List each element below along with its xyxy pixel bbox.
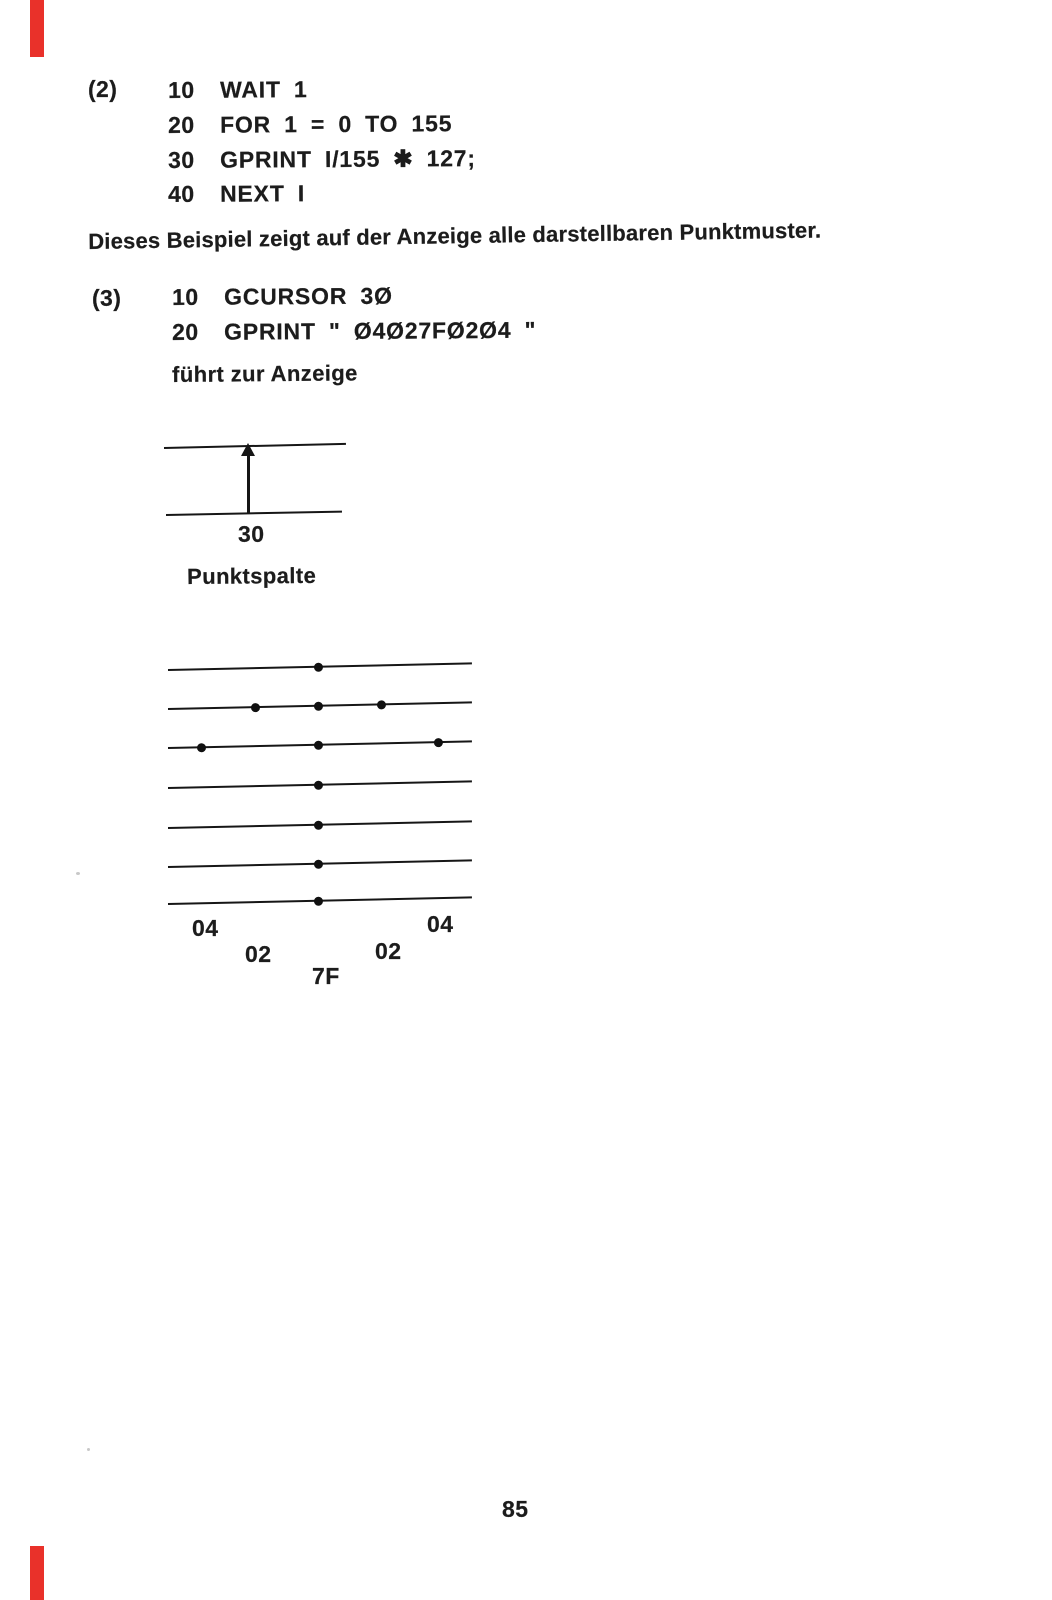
line-number: 20: [172, 318, 199, 345]
lcd-dot: [377, 700, 386, 709]
lcd-dot: [314, 663, 323, 672]
hex-label-col0: 04: [192, 915, 219, 941]
dot-row: [168, 780, 472, 789]
code-line: [168, 180, 305, 208]
line-number: 40: [168, 180, 195, 207]
line-code: FOR 1 = 0 TO 155: [219, 110, 453, 138]
example-2-label: (2): [88, 76, 118, 102]
line-number: 20: [168, 111, 195, 138]
line-number: 10: [168, 76, 195, 103]
up-arrow-icon: [241, 443, 255, 456]
lcd-dot: [314, 860, 323, 869]
line-code: NEXT I: [219, 180, 306, 207]
cursor-position-value: 30: [238, 521, 265, 547]
dot-pattern-diagram: [168, 655, 478, 989]
dot-row: [168, 820, 472, 829]
line-code: WAIT 1: [219, 76, 308, 103]
scan-speck: [87, 1448, 90, 1451]
dot-row: [168, 896, 472, 905]
red-margin-mark-bottom: [30, 1546, 44, 1600]
display-bottom-line: [166, 511, 342, 516]
hex-label-col2: 7F: [312, 963, 340, 989]
code-line: [168, 110, 452, 139]
line-code: GPRINT " Ø4Ø27FØ2Ø4 ": [223, 316, 537, 345]
hex-label-col4: 04: [427, 911, 454, 937]
line-number: 10: [172, 283, 199, 310]
lcd-dot: [314, 781, 323, 790]
lcd-dot: [434, 738, 443, 747]
lcd-dot: [314, 897, 323, 906]
code-line: [168, 76, 308, 104]
dot-row: [168, 740, 472, 749]
cursor-position-diagram: [160, 440, 360, 550]
result-caption: führt zur Anzeige: [172, 360, 358, 387]
line-code: GCURSOR 3Ø: [223, 282, 393, 310]
code-line: [172, 317, 536, 346]
dot-row: [168, 701, 472, 710]
dot-row: [168, 859, 472, 868]
dot-row: [168, 662, 472, 671]
hex-label-col1: 02: [245, 941, 272, 967]
lcd-dot: [251, 703, 260, 712]
dot-column-caption: Punktspalte: [187, 562, 317, 589]
explanation-text: Dieses Beispiel zeigt auf der Anzeige alle darstellbaren Punktmuster.: [88, 217, 822, 254]
example-3-label: (3): [92, 285, 122, 311]
red-margin-mark-top: [30, 0, 44, 57]
lcd-dot: [197, 743, 206, 752]
lcd-dot: [314, 702, 323, 711]
lcd-dot: [314, 741, 323, 750]
line-code: GPRINT I/155 ✱ 127;: [219, 145, 476, 173]
line-number: 30: [168, 146, 195, 173]
scan-speck: [76, 872, 80, 875]
code-line: [168, 145, 476, 174]
code-line: [172, 283, 393, 311]
hex-label-col3: 02: [375, 938, 402, 964]
lcd-dot: [314, 821, 323, 830]
up-arrow-shaft: [247, 454, 250, 514]
page-number: 85: [502, 1496, 529, 1522]
